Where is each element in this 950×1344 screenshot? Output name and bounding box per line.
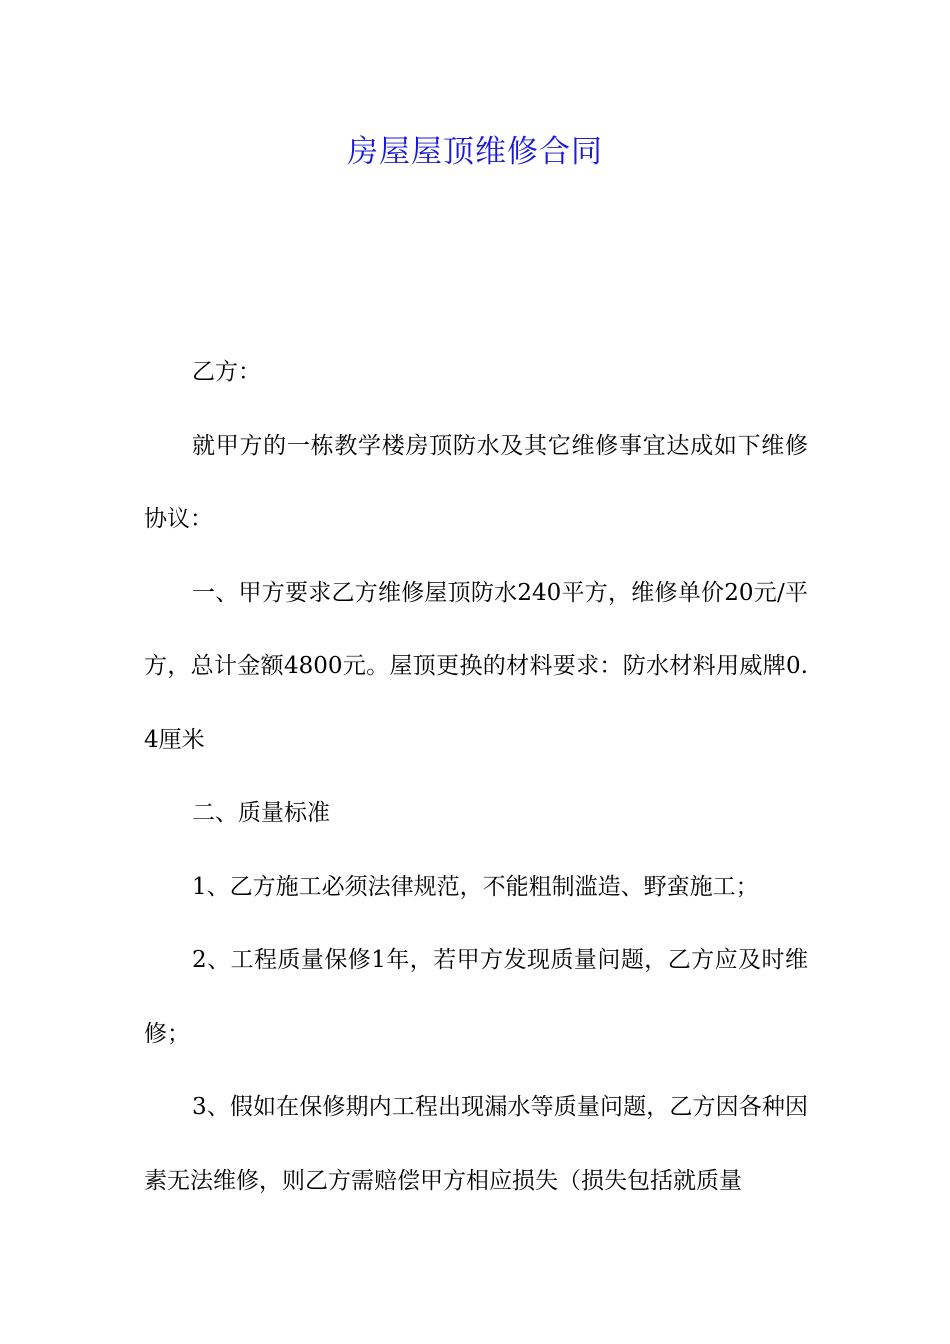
section-2-heading: 二、质量标准 (192, 800, 330, 826)
quality-item-2: 2、工程质量保修1年，若甲方发现质量问题，乙方应及时维修； (144, 947, 808, 1047)
clause-1-paragraph: 一、甲方要求乙方维修屋顶防水240平方，维修单价20元/平方，总计金额4800元。屋顶更换的材料要求：防水材料用威牌0.4厘米 (144, 579, 808, 753)
intro-paragraph: 就甲方的一栋教学楼房顶防水及其它维修事宜达成如下维修协议： (144, 432, 808, 532)
quality-item-3: 3、假如在保修期内工程出现漏水等质量问题，乙方因各种因素无法维修，则乙方需赔偿甲方相应损失（损失包括就质量 (144, 1094, 808, 1194)
party-b-line: 乙方： (192, 359, 261, 385)
quality-item-1: 1、乙方施工必须法律规范，不能粗制滥造、野蛮施工； (192, 873, 759, 900)
document-title: 房屋屋顶维修合同 (347, 134, 603, 170)
document-body (144, 336, 808, 1218)
